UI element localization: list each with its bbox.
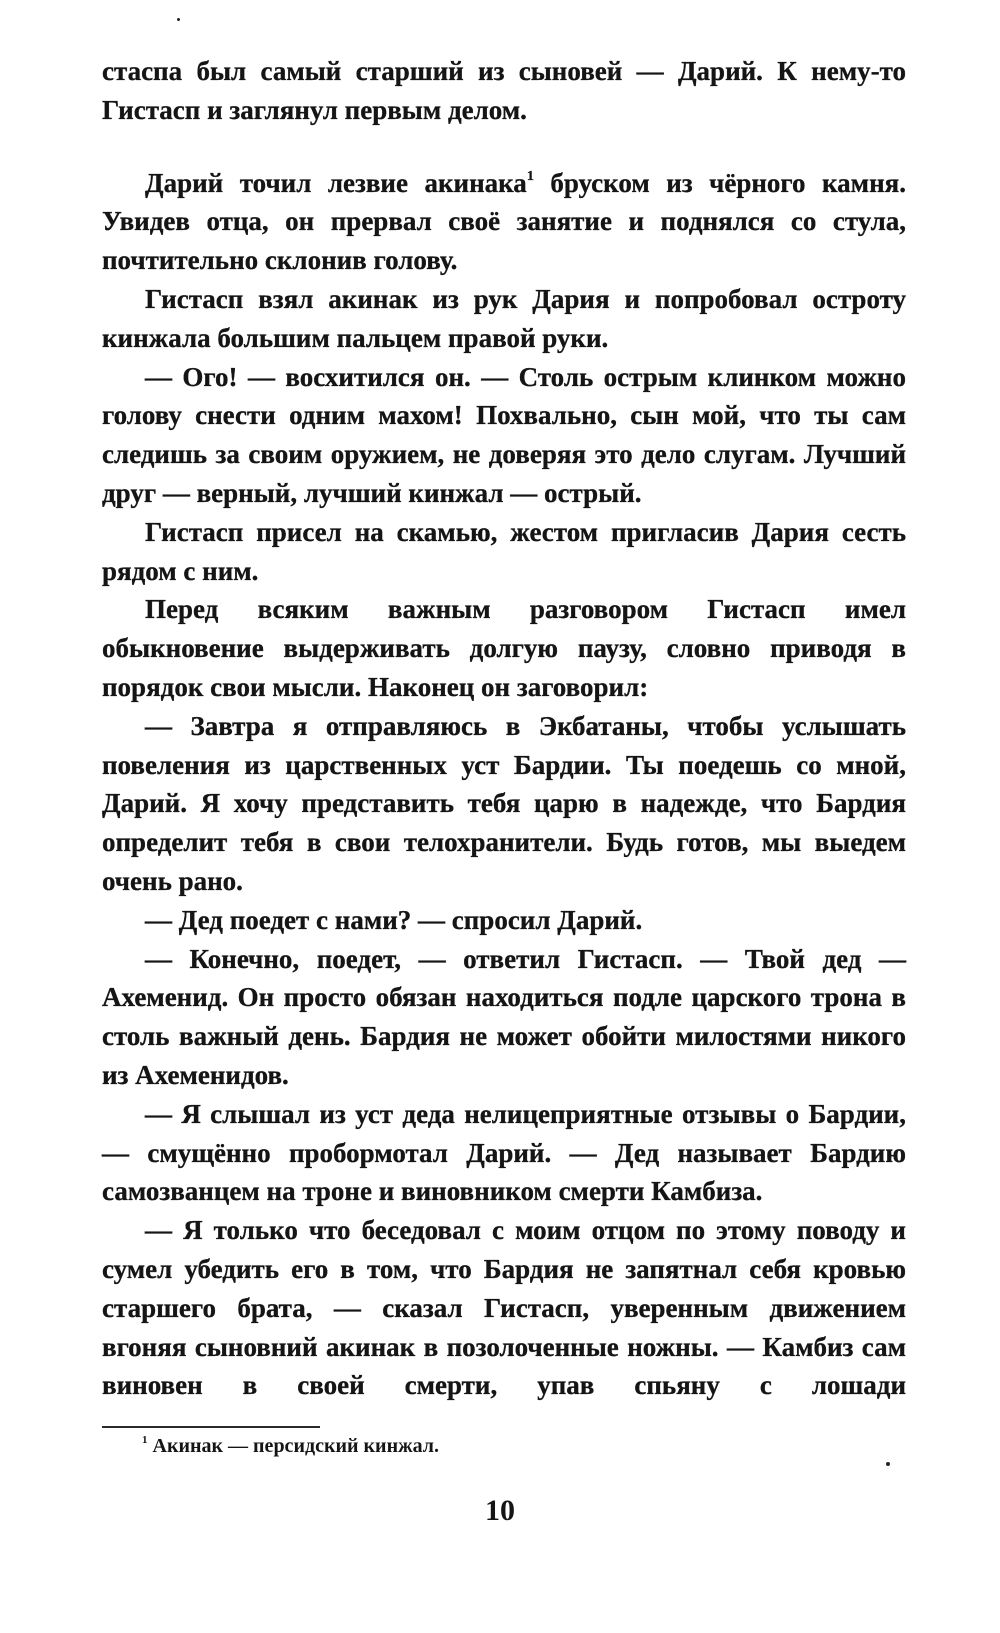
paragraph-8: — Дед поедет с нами? — спросил Дарий. xyxy=(145,904,643,935)
paragraph-11: — Я только что беседовал с моим отцом по этому поводу и сумел убедить его в том, что Бардия не запятнал себя кровью старшего брата, — сказал Гистасп, уверенным движением вгоняя сыновний акинак в позолоченные ножны. — Камбиз сам виновен в своей смерти, упав спьяну с лошади xyxy=(102,1215,906,1401)
paragraph-3: Гистасп взял акинак из рук Дария и попробовал остроту кинжала большим пальцем правой руки. xyxy=(102,283,906,353)
footnote-mark: 1 xyxy=(142,1434,148,1446)
paragraph-5: Гистасп присел на скамью, жестом пригласив Дария сесть рядом с ним. xyxy=(102,516,906,586)
print-speck xyxy=(886,1462,890,1466)
page-number: 10 xyxy=(485,1494,515,1527)
print-speck xyxy=(177,18,180,21)
paragraph-6: Перед всяким важным разговором Гистасп имел обыкновение выдерживать долгую паузу, словно приводя в порядок свои мысли. Наконец он заговорил: xyxy=(102,594,906,702)
paragraph-10: — Я слышал из уст деда нелицеприятные отзывы о Бардии, — смущённо пробормотал Дарий. — Дед называет Бардию самозванцем на троне и виновником смерти Камбиза. xyxy=(102,1098,906,1207)
footnote-divider xyxy=(102,1426,320,1428)
footnote xyxy=(142,1433,439,1459)
paragraph-7: — Завтра я отправляюсь в Экбатаны, чтобы услышать повеления из царственных уст Бардии. Ты поедешь со мной, Дарий. Я хочу представить тебя царю в надежде, что Бардия определит тебя в свои телохранители. Будь готов, мы выедем очень рано. xyxy=(102,710,906,896)
paragraph-2-rest: бруском из чёрного камня. Увидев отца, он прервал своё занятие и поднялся со стула, почтительно склонив голову. xyxy=(102,167,906,276)
paragraph-2 xyxy=(102,164,906,280)
body-text xyxy=(102,52,906,1405)
paragraph-2-start: Дарий точил лезвие акинака xyxy=(145,167,527,198)
paragraph-4: — Ого! — восхитился он. — Столь острым клинком можно голову снести одним махом! Похвально, сын мой, что ты сам следишь за своим оружием, не доверяя это дело слугам. Лучший друг — верный, лучший кинжал — острый. xyxy=(102,361,906,508)
paragraph-1: стаспа был самый старший из сыновей — Дарий. К нему-то Гистасп и заглянул первым делом. xyxy=(102,56,906,125)
footnote-text: Акинак — персидский кинжал. xyxy=(152,1435,439,1457)
paragraph-9: — Конечно, поедет, — ответил Гистасп. — Твой дед — Ахеменид. Он просто обязан находиться подле царского трона в столь важный день. Бардия не может обойти милостями никого из Ахеменидов. xyxy=(102,943,906,1090)
footnote-reference: 1 xyxy=(526,168,534,184)
